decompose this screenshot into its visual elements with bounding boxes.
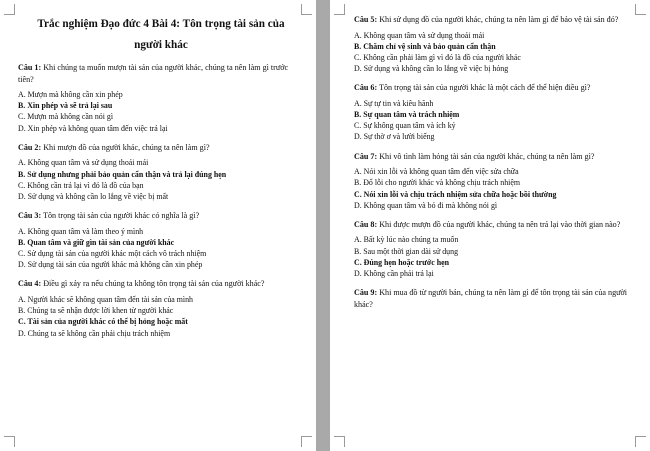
answer-option: B. Chúng ta sẽ nhận được lời khen từ người khác [18,306,174,316]
answer-option: D. Chúng ta sẽ không cần phải chịu trách nhiệm [18,328,171,338]
answer-option: A. Người khác sẽ không quan tâm đến tài sản của mình [18,294,193,304]
question-list [354,14,636,310]
answer-option: D. Không quan tâm và bỏ đi mà không nói gì [354,200,498,210]
question-text [354,82,636,94]
question-block [18,62,304,134]
page-corner-mark [635,436,646,447]
question-number: Câu 6: [354,83,378,93]
answer-option-correct: B. Xin phép và sẽ trả lại sau [18,101,113,111]
answer-option: A. Không quan tâm và sử dụng thoải mái [354,30,485,40]
page-corner-mark [334,436,345,447]
answer-option-correct: C. Đúng hẹn hoặc trước hẹn [354,257,450,267]
answer-option: A. Không quan tâm và sử dụng thoải mái [18,158,149,168]
question-text [354,219,636,231]
page-corner-mark [635,4,646,15]
answer-option: C. Không cần trả lại vì đó là đồ của bạn [18,180,144,190]
answer-option: A. Nói xin lỗi và không quan tâm đến việc sửa chữa [354,167,519,177]
answer-option: D. Sự thờ ơ và lười biếng [354,132,435,142]
answer-option: D. Sử dụng và không cần lo lắng về việc bị hỏng [354,64,509,74]
answer-option-correct: C. Tài sản của người khác có thể bị hỏng hoặc mất [18,317,188,327]
question-block [18,142,304,202]
question-block [18,278,304,338]
page-corner-mark [301,4,312,15]
page-corner-mark [4,4,15,15]
question-text [18,142,304,154]
question-number: Câu 5: [354,15,378,24]
answer-option-correct: B. Chăm chỉ vệ sinh và bảo quản cẩn thận [354,41,496,51]
question-list [18,62,304,339]
question-body: Khi vô tình làm hỏng tài sản của người khác, chúng ta nên làm gì? [379,151,595,161]
answer-option-correct: B. Sử dụng nhưng phải bảo quản cẩn thận và trả lại đúng hẹn [18,169,227,179]
question-body: Khi chúng ta muốn mượn tài sản của người khác, chúng ta nên làm gì trước tiên? [18,63,289,84]
question-block [354,82,636,142]
answer-option: A. Sự tự tin và kiêu hãnh [354,98,434,108]
question-number: Câu 3: [18,211,42,221]
question-body: Khi mượn đồ của người khác, chúng ta nên làm gì? [43,142,210,152]
answer-option: C. Mượn mà không cần nói gì [18,112,114,122]
question-text [354,151,636,163]
answer-option: A. Không quan tâm và làm theo ý mình [18,226,144,236]
question-number: Câu 9: [354,288,378,298]
answer-option: C. Sử dụng tài sản của người khác một cách vô trách nhiệm [18,249,207,259]
question-number: Câu 7: [354,151,378,161]
question-number: Câu 4: [18,279,42,289]
question-body: Tôn trọng tài sản của người khác là một cách để thể hiện điều gì? [379,83,591,93]
document-page-right [330,0,650,451]
question-body: Tôn trọng tài sản của người khác có nghĩa là gì? [43,211,200,221]
question-number: Câu 2: [18,142,42,152]
answer-option: A. Bất kỳ lúc nào chúng ta muốn [354,235,459,245]
question-number: Câu 8: [354,219,378,229]
answer-option: B. Sau một thời gian dài sử dụng [354,246,459,256]
question-body: Khi được mượn đồ của người khác, chúng ta nên trả lại vào thời gian nào? [379,219,621,229]
answer-option: D. Không cần phải trả lại [354,269,434,279]
page-corner-mark [334,4,345,15]
answer-option-correct: B. Quan tâm và giữ gìn tài sản của người khác [18,237,175,247]
question-block [354,219,636,279]
question-block [354,14,636,74]
question-text [18,210,304,222]
question-text [18,62,304,85]
question-block [18,210,304,270]
question-block [354,287,636,310]
document-title: Trắc nghiệm Đạo đức 4 Bài 4: Tôn trọng tài sản của người khác [37,18,285,51]
document-page-left [0,0,316,451]
page-corner-mark [4,436,15,447]
question-text [354,287,636,310]
answer-option: B. Đổ lỗi cho người khác và không chịu trách nhiệm [354,178,521,188]
question-text [18,278,304,290]
answer-option: D. Sử dụng và không cần lo lắng về việc bị mất [18,191,169,201]
answer-option: A. Mượn mà không cần xin phép [18,90,123,99]
answer-option: D. Xin phép và không quan tâm đến việc trả lại [18,123,168,133]
page-corner-mark [301,436,312,447]
answer-option-correct: C. Nói xin lỗi và chịu trách nhiệm sửa chữa hoặc bồi thường [354,189,557,199]
question-body: Khi sử dụng đồ của người khác, chúng ta nên làm gì để bảo vệ tài sản đó? [379,15,619,24]
question-number: Câu 1: [18,63,42,72]
question-body: Điều gì xảy ra nếu chúng ta không tôn trọng tài sản của người khác? [43,279,265,289]
answer-option-correct: B. Sự quan tâm và trách nhiệm [354,110,460,120]
question-block [354,151,636,211]
answer-option: D. Sử dụng tài sản của người khác mà không cần xin phép [18,260,203,270]
question-body: Khi mua đồ từ người bán, chúng ta nên làm gì để tôn trọng tài sản của người khác? [354,288,628,309]
question-text [354,14,636,26]
answer-option: C. Không cần phải làm gì vì đó là đồ của người khác [354,52,521,62]
answer-option: C. Sự không quan tâm và ích kỷ [354,121,456,131]
